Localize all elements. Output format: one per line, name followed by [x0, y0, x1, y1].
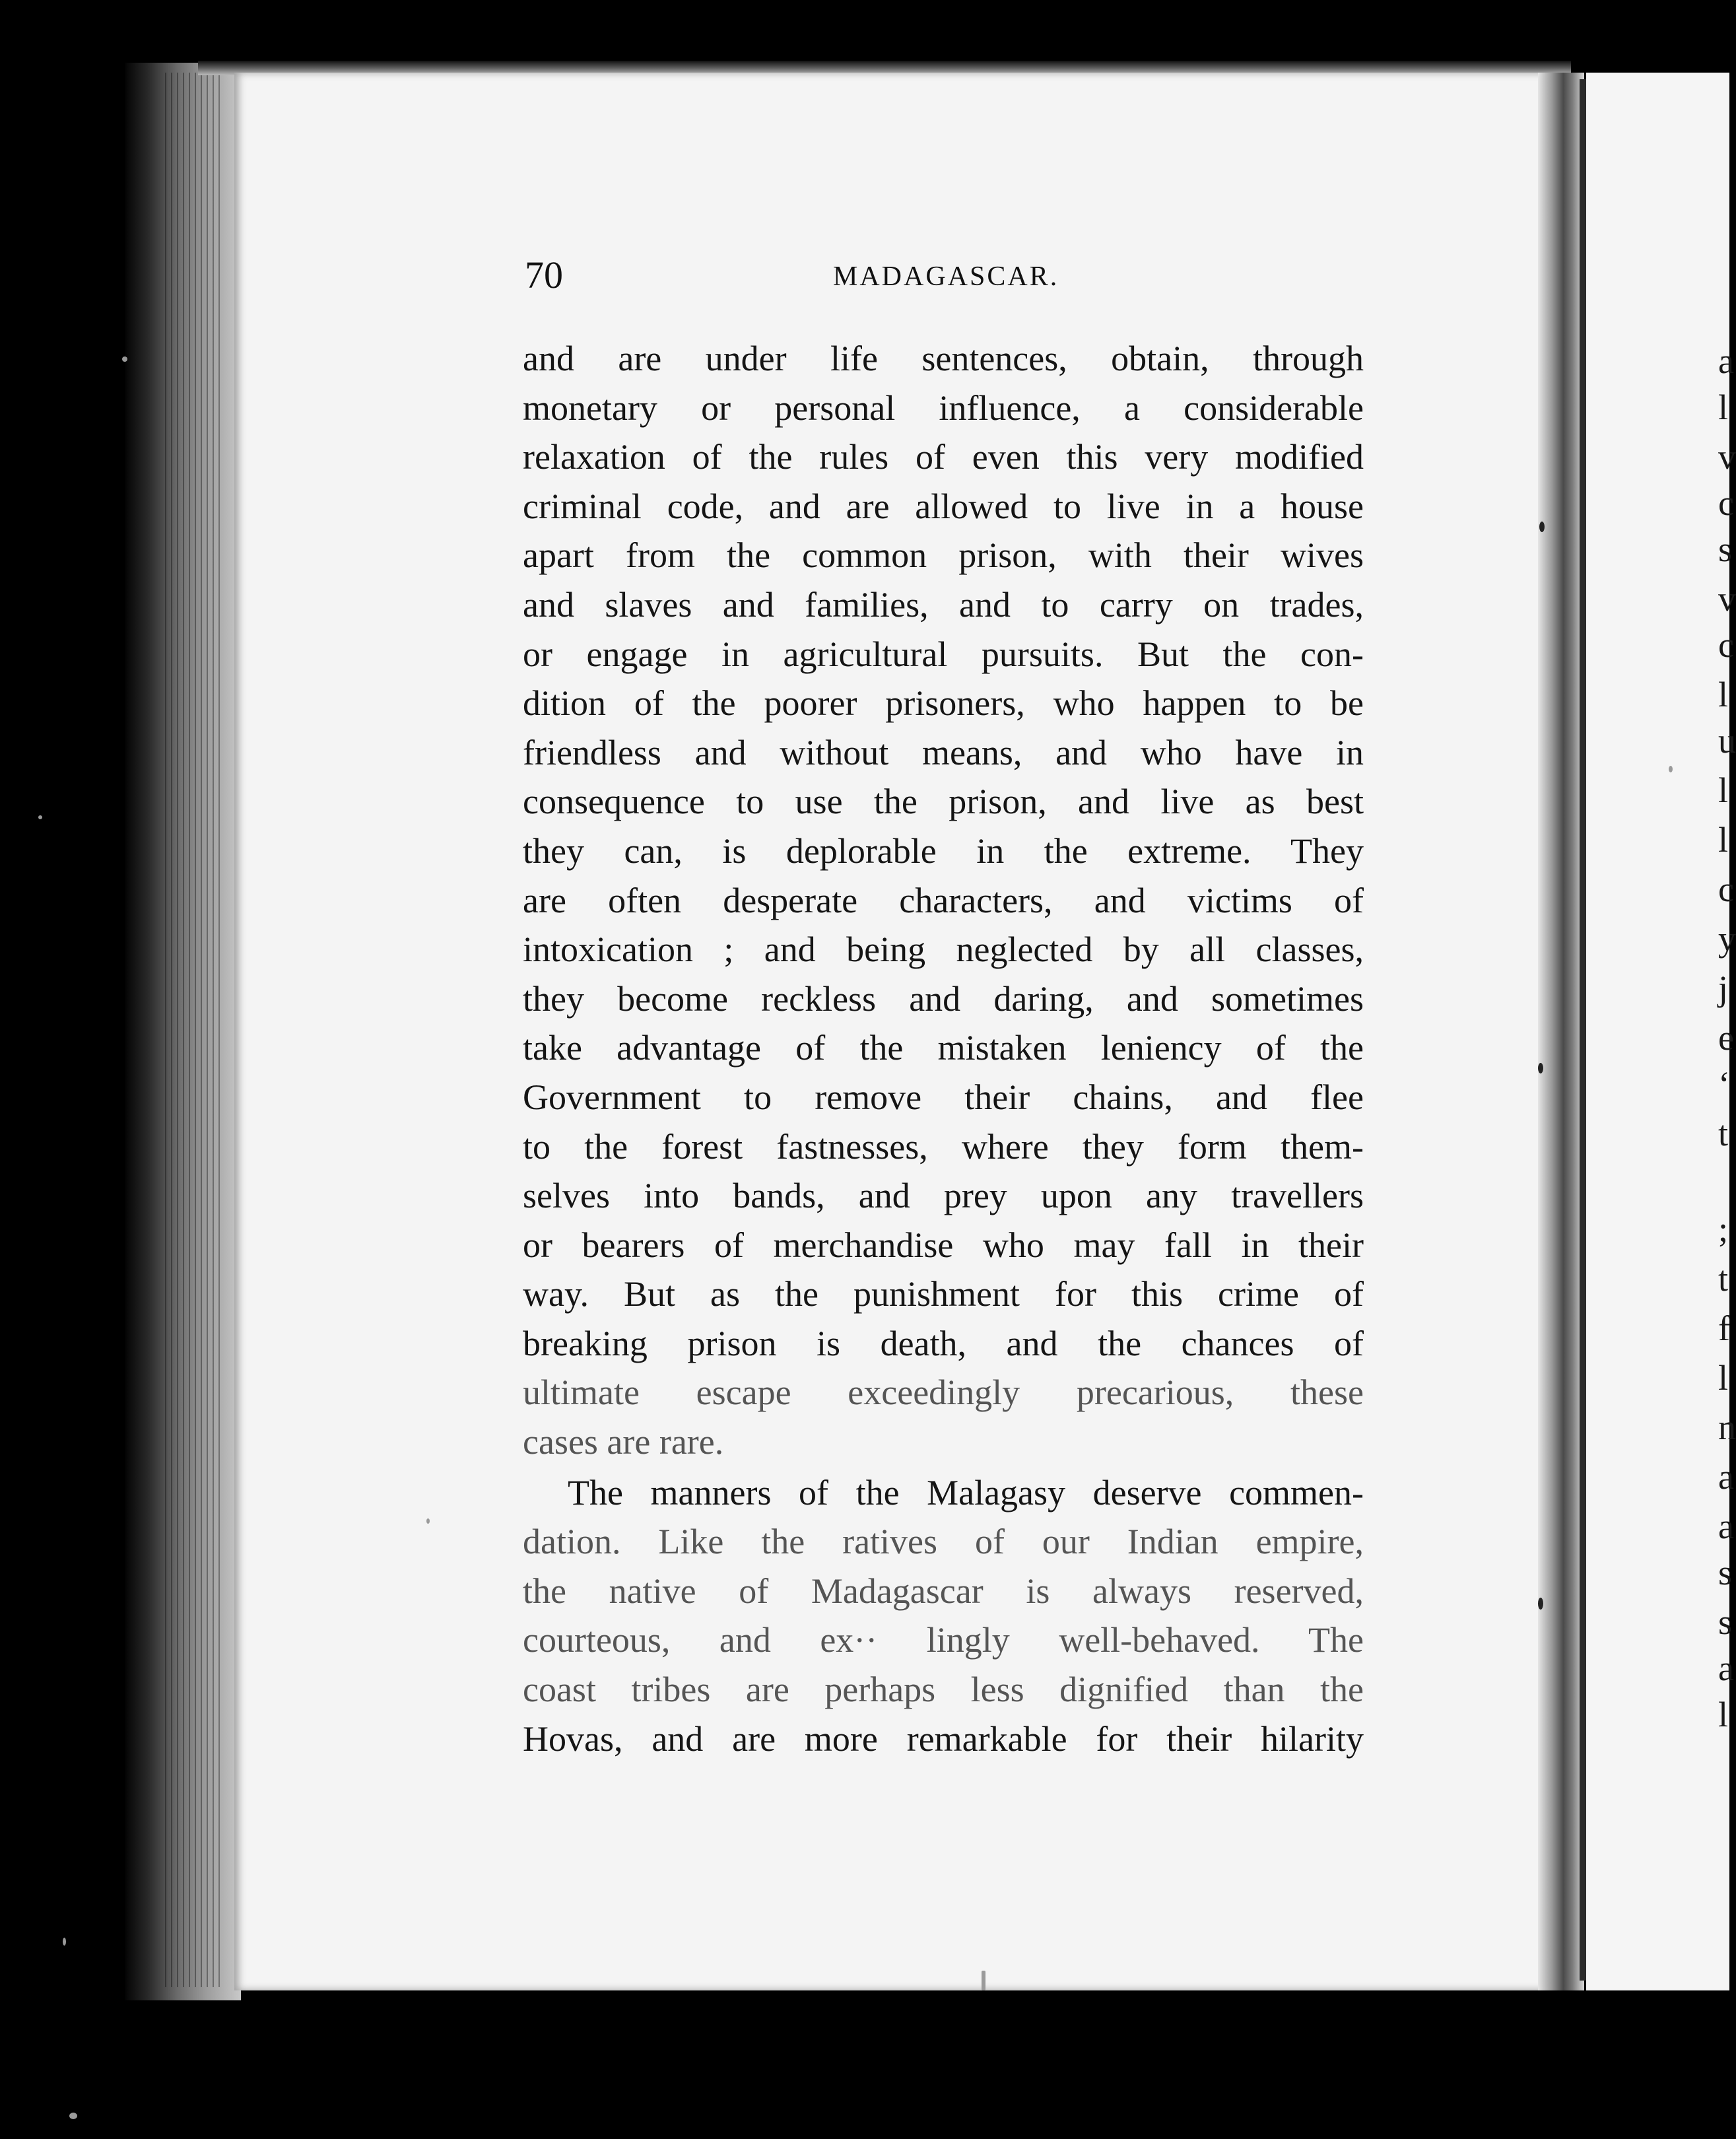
text-line: take advantage of the mistaken leniency of the [523, 1028, 1364, 1068]
adjacent-page-fragment: l [1718, 770, 1729, 810]
text-line: friendless and without means, and who have in [523, 732, 1364, 772]
page-speck [1669, 766, 1673, 772]
page-stack-lines [165, 73, 224, 1987]
adjacent-page-fragment: s [1718, 1602, 1733, 1642]
gutter-shadow [1580, 79, 1586, 1981]
text-line: Government to remove their chains, and flee [523, 1077, 1364, 1117]
adjacent-page [1586, 73, 1729, 1990]
book-gutter [1538, 73, 1584, 1990]
text-line: or engage in agricultural pursuits. But the con- [523, 634, 1364, 674]
adjacent-page-fragment: a [1718, 341, 1734, 381]
text-line: consequence to use the prison, and live as best [523, 782, 1364, 822]
body-text [523, 334, 1364, 1763]
text-line: Hovas, and are more remarkable for their hilarity [523, 1718, 1364, 1759]
text-line: way. But as the punishment for this crime of [523, 1274, 1364, 1314]
page-number: 70 [525, 254, 563, 296]
adjacent-page-fragment: c [1718, 869, 1734, 909]
scan-speck [69, 2113, 77, 2119]
adjacent-page-fragment: l [1718, 675, 1729, 714]
text-line: monetary or personal influence, a considerable [523, 388, 1364, 428]
adjacent-page-fragment: u [1718, 721, 1736, 761]
page-speck [982, 1971, 985, 1990]
text-line: dation. Like the ratives of our Indian empire, [523, 1522, 1364, 1562]
adjacent-page-fragment: y [1718, 919, 1736, 959]
text-line: The manners of the Malagasy deserve commen- [568, 1472, 1364, 1512]
gutter-mark [1539, 522, 1545, 532]
text-line: dition of the poorer prisoners, who happen to be [523, 683, 1364, 724]
adjacent-page-fragment: a [1718, 1457, 1734, 1497]
running-title: MADAGASCAR. [833, 261, 1059, 292]
gutter-mark [1538, 1598, 1543, 1610]
text-line: and are under life sentences, obtain, through [523, 339, 1364, 378]
adjacent-page-fragment: n [1718, 1408, 1736, 1447]
adjacent-page-fragment: ‘ [1718, 1064, 1730, 1104]
text-line: relaxation of the rules of even this very modified [523, 437, 1364, 477]
text-line: apart from the common prison, with their wives [523, 535, 1364, 576]
adjacent-page-fragment: a [1718, 1648, 1734, 1688]
adjacent-page-fragment: l [1718, 388, 1729, 427]
text-line: or bearers of merchandise who may fall in their [523, 1225, 1364, 1265]
adjacent-page-fragment: a [1718, 1507, 1734, 1546]
text-line: and slaves and families, and to carry on trades, [523, 584, 1364, 625]
scan-speck [38, 815, 42, 819]
text-line: criminal code, and are allowed to live in a house [523, 486, 1364, 526]
adjacent-page-fragment: l [1718, 1358, 1729, 1398]
text-line: selves into bands, and prey upon any travellers [523, 1176, 1364, 1216]
text-line: the native of Madagascar is always reserved, [523, 1571, 1364, 1611]
text-line: they can, is deplorable in the extreme. They [523, 831, 1364, 871]
text-line: ultimate escape exceedingly precarious, these [523, 1373, 1364, 1413]
gutter-mark [1538, 1063, 1543, 1073]
adjacent-page-fragment: e [1718, 1018, 1734, 1058]
text-line: courteous, and ex·· lingly well-behaved. The [523, 1620, 1364, 1660]
adjacent-page-fragment: l [1718, 1695, 1729, 1734]
adjacent-page-fragment: t [1718, 1259, 1729, 1299]
text-line: to the forest fastnesses, where they form them- [523, 1126, 1364, 1167]
scan-speck [63, 1938, 66, 1946]
adjacent-page-fragment: t [1718, 1114, 1729, 1153]
text-line: are often desperate characters, and victims of [523, 880, 1364, 920]
text-line: coast tribes are perhaps less dignified than the [523, 1670, 1364, 1710]
text-line: intoxication ; and being neglected by all classes, [523, 930, 1364, 970]
text-line: they become reckless and daring, and sometimes [523, 978, 1364, 1019]
adjacent-page-fragment: j [1718, 968, 1729, 1008]
adjacent-page-fragment: c [1718, 483, 1734, 523]
adjacent-page-fragment: s [1718, 1553, 1733, 1592]
text-line: cases are rare. [523, 1422, 724, 1462]
adjacent-page-fragment: ; [1718, 1209, 1729, 1249]
text-line: breaking prison is death, and the chances of [523, 1323, 1364, 1363]
page-speck [426, 1518, 430, 1524]
scan-speck [122, 356, 127, 362]
adjacent-page-fragment: f [1718, 1308, 1730, 1348]
adjacent-page-fragment: v [1718, 437, 1736, 477]
adjacent-page-fragment: s [1718, 529, 1733, 569]
adjacent-page-fragment: v [1718, 579, 1736, 619]
adjacent-page-fragment: c [1718, 625, 1734, 665]
adjacent-page-fragment: l [1718, 820, 1729, 860]
